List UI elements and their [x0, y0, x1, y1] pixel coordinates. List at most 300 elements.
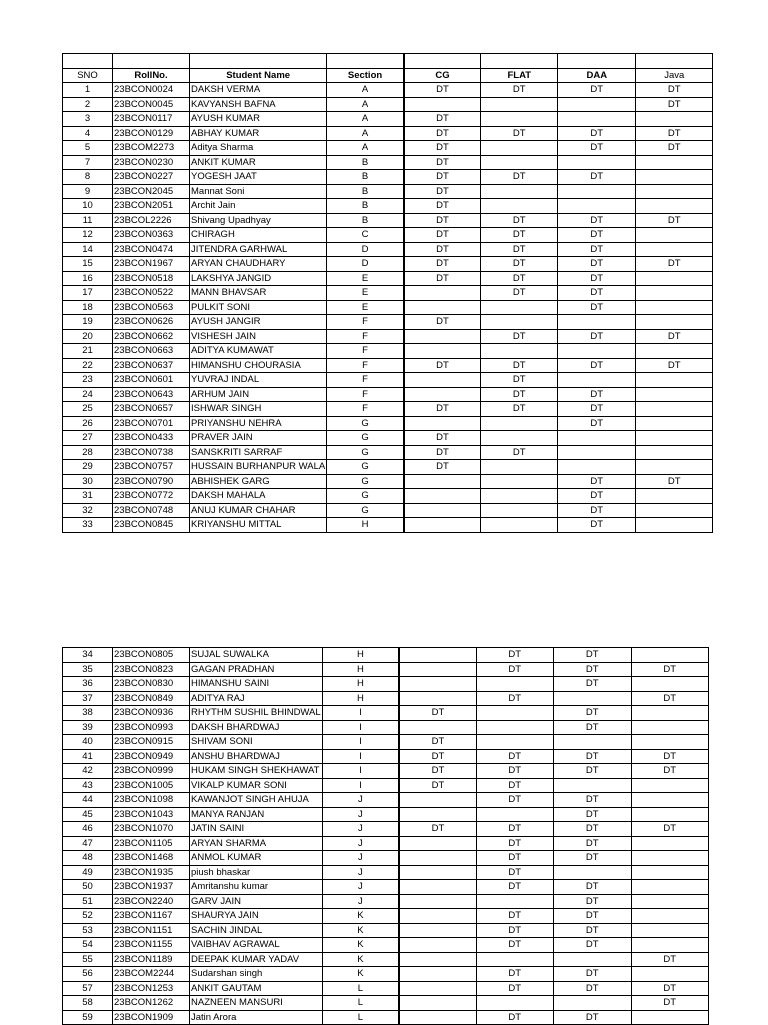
student-name-cell[interactable]: MANYA RANJAN — [190, 807, 323, 822]
java-cell[interactable]: DT — [631, 749, 708, 764]
sno-cell[interactable]: 25 — [63, 402, 113, 417]
rollno-cell[interactable]: 23BCON0849 — [113, 691, 190, 706]
sno-cell[interactable]: 59 — [63, 1010, 113, 1025]
rollno-cell[interactable]: 23BCON0563 — [113, 300, 190, 315]
daa-cell[interactable] — [558, 431, 636, 446]
java-cell[interactable] — [631, 865, 708, 880]
daa-cell[interactable]: DT — [553, 880, 631, 895]
java-cell[interactable] — [636, 503, 713, 518]
flat-cell[interactable]: DT — [476, 851, 553, 866]
rollno-cell[interactable]: 23BCON0643 — [113, 387, 190, 402]
cg-cell[interactable]: DT — [399, 706, 476, 721]
section-cell[interactable]: B — [327, 184, 404, 199]
cg-cell[interactable] — [399, 880, 476, 895]
student-name-cell[interactable]: ANSHU BHARDWAJ — [190, 749, 323, 764]
java-cell[interactable] — [636, 402, 713, 417]
daa-cell[interactable]: DT — [553, 909, 631, 924]
daa-cell[interactable]: DT — [553, 822, 631, 837]
daa-cell[interactable]: DT — [553, 720, 631, 735]
flat-cell[interactable] — [481, 315, 558, 330]
java-cell[interactable]: DT — [636, 358, 713, 373]
section-cell[interactable]: I — [322, 764, 399, 779]
sno-cell[interactable]: 50 — [63, 880, 113, 895]
rollno-cell[interactable]: 23BCON1167 — [113, 909, 190, 924]
student-name-cell[interactable]: ANMOL KUMAR — [190, 851, 323, 866]
daa-cell[interactable]: DT — [553, 807, 631, 822]
java-cell[interactable]: DT — [631, 822, 708, 837]
rollno-cell[interactable]: 23BCON1070 — [113, 822, 190, 837]
daa-cell[interactable] — [558, 373, 636, 388]
student-name-cell[interactable]: DAKSH VERMA — [190, 83, 327, 98]
blank-cell[interactable] — [481, 54, 558, 69]
daa-cell[interactable]: DT — [558, 387, 636, 402]
sno-cell[interactable]: 54 — [63, 938, 113, 953]
java-cell[interactable] — [636, 344, 713, 359]
daa-cell[interactable]: DT — [558, 242, 636, 257]
flat-cell[interactable]: DT — [481, 83, 558, 98]
flat-cell[interactable]: DT — [476, 836, 553, 851]
daa-cell[interactable] — [553, 691, 631, 706]
section-cell[interactable]: I — [322, 706, 399, 721]
java-cell[interactable] — [631, 938, 708, 953]
sno-cell[interactable]: 55 — [63, 952, 113, 967]
java-cell[interactable]: DT — [631, 952, 708, 967]
daa-cell[interactable]: DT — [553, 923, 631, 938]
flat-cell[interactable]: DT — [481, 402, 558, 417]
rollno-cell[interactable]: 23BCON0663 — [113, 344, 190, 359]
rollno-cell[interactable]: 23BCON0129 — [113, 126, 190, 141]
flat-cell[interactable]: DT — [476, 764, 553, 779]
sno-cell[interactable]: 49 — [63, 865, 113, 880]
cg-cell[interactable] — [404, 503, 481, 518]
daa-cell[interactable] — [553, 778, 631, 793]
sno-cell[interactable]: 42 — [63, 764, 113, 779]
java-cell[interactable] — [636, 373, 713, 388]
section-cell[interactable]: B — [327, 170, 404, 185]
cg-cell[interactable] — [404, 344, 481, 359]
flat-cell[interactable]: DT — [476, 778, 553, 793]
sno-cell[interactable]: 40 — [63, 735, 113, 750]
cg-cell[interactable] — [404, 97, 481, 112]
daa-cell[interactable] — [558, 97, 636, 112]
daa-cell[interactable] — [558, 315, 636, 330]
sno-cell[interactable]: 31 — [63, 489, 113, 504]
flat-cell[interactable] — [476, 894, 553, 909]
daa-cell[interactable]: DT — [558, 503, 636, 518]
flat-cell[interactable]: DT — [476, 865, 553, 880]
cg-cell[interactable]: DT — [404, 83, 481, 98]
daa-cell[interactable] — [558, 199, 636, 214]
daa-cell[interactable]: DT — [558, 170, 636, 185]
student-name-cell[interactable]: ABHISHEK GARG — [190, 474, 327, 489]
cg-cell[interactable]: DT — [404, 358, 481, 373]
section-cell[interactable]: J — [322, 793, 399, 808]
flat-cell[interactable] — [481, 344, 558, 359]
daa-cell[interactable]: DT — [553, 749, 631, 764]
cg-cell[interactable] — [399, 967, 476, 982]
sno-cell[interactable]: 1 — [63, 83, 113, 98]
cg-cell[interactable]: DT — [404, 155, 481, 170]
flat-cell[interactable] — [476, 807, 553, 822]
flat-cell[interactable]: DT — [481, 445, 558, 460]
student-name-cell[interactable]: HUKAM SINGH SHEKHAWAT — [190, 764, 323, 779]
rollno-cell[interactable]: 23BCON0701 — [113, 416, 190, 431]
student-name-cell[interactable]: Aditya Sharma — [190, 141, 327, 156]
cg-cell[interactable] — [399, 981, 476, 996]
rollno-cell[interactable]: 23BCOL2226 — [113, 213, 190, 228]
flat-cell[interactable]: DT — [481, 329, 558, 344]
section-cell[interactable]: H — [322, 662, 399, 677]
section-cell[interactable]: K — [322, 967, 399, 982]
rollno-cell[interactable]: 23BCON2051 — [113, 199, 190, 214]
java-cell[interactable] — [636, 271, 713, 286]
section-cell[interactable]: E — [327, 271, 404, 286]
flat-cell[interactable]: DT — [476, 923, 553, 938]
flat-cell[interactable]: DT — [481, 228, 558, 243]
flat-cell[interactable] — [481, 199, 558, 214]
daa-cell[interactable]: DT — [558, 257, 636, 272]
cg-cell[interactable] — [399, 720, 476, 735]
rollno-cell[interactable]: 23BCON0474 — [113, 242, 190, 257]
section-cell[interactable]: C — [327, 228, 404, 243]
daa-cell[interactable] — [553, 996, 631, 1011]
flat-cell[interactable]: DT — [476, 648, 553, 663]
student-name-cell[interactable]: ISHWAR SINGH — [190, 402, 327, 417]
student-name-cell[interactable]: Archit Jain — [190, 199, 327, 214]
flat-cell[interactable]: DT — [481, 373, 558, 388]
section-cell[interactable]: K — [322, 923, 399, 938]
header-java[interactable]: Java — [636, 68, 713, 83]
section-cell[interactable]: F — [327, 373, 404, 388]
section-cell[interactable]: L — [322, 981, 399, 996]
student-name-cell[interactable]: VISHESH JAIN — [190, 329, 327, 344]
student-name-cell[interactable]: ADITYA RAJ — [190, 691, 323, 706]
rollno-cell[interactable]: 23BCON0845 — [113, 518, 190, 533]
daa-cell[interactable]: DT — [553, 981, 631, 996]
flat-cell[interactable] — [481, 474, 558, 489]
java-cell[interactable] — [631, 1010, 708, 1025]
header-flat[interactable]: FLAT — [481, 68, 558, 83]
student-name-cell[interactable]: GARV JAIN — [190, 894, 323, 909]
flat-cell[interactable]: DT — [476, 1010, 553, 1025]
rollno-cell[interactable]: 23BCON0999 — [113, 764, 190, 779]
sno-cell[interactable]: 38 — [63, 706, 113, 721]
cg-cell[interactable]: DT — [404, 126, 481, 141]
header-section[interactable]: Section — [327, 68, 404, 83]
sno-cell[interactable]: 2 — [63, 97, 113, 112]
cg-cell[interactable] — [404, 300, 481, 315]
flat-cell[interactable]: DT — [476, 691, 553, 706]
cg-cell[interactable]: DT — [404, 141, 481, 156]
cg-cell[interactable]: DT — [399, 822, 476, 837]
java-cell[interactable] — [631, 807, 708, 822]
section-cell[interactable]: K — [322, 938, 399, 953]
sno-cell[interactable]: 10 — [63, 199, 113, 214]
cg-cell[interactable]: DT — [404, 184, 481, 199]
flat-cell[interactable]: DT — [476, 981, 553, 996]
sno-cell[interactable]: 23 — [63, 373, 113, 388]
java-cell[interactable] — [636, 170, 713, 185]
flat-cell[interactable]: DT — [481, 126, 558, 141]
student-name-cell[interactable]: JATIN SAINI — [190, 822, 323, 837]
section-cell[interactable]: F — [327, 387, 404, 402]
cg-cell[interactable] — [399, 952, 476, 967]
java-cell[interactable]: DT — [636, 474, 713, 489]
java-cell[interactable]: DT — [631, 691, 708, 706]
rollno-cell[interactable]: 23BCON0227 — [113, 170, 190, 185]
cg-cell[interactable] — [404, 286, 481, 301]
section-cell[interactable]: G — [327, 503, 404, 518]
sno-cell[interactable]: 56 — [63, 967, 113, 982]
java-cell[interactable] — [636, 286, 713, 301]
rollno-cell[interactable]: 23BCON1105 — [113, 836, 190, 851]
rollno-cell[interactable]: 23BCON1005 — [113, 778, 190, 793]
rollno-cell[interactable]: 23BCON0433 — [113, 431, 190, 446]
daa-cell[interactable]: DT — [553, 851, 631, 866]
flat-cell[interactable]: DT — [476, 909, 553, 924]
rollno-cell[interactable]: 23BCON1262 — [113, 996, 190, 1011]
section-cell[interactable]: H — [322, 648, 399, 663]
flat-cell[interactable]: DT — [476, 880, 553, 895]
java-cell[interactable]: DT — [636, 257, 713, 272]
student-name-cell[interactable]: HIMANSHU SAINI — [190, 677, 323, 692]
flat-cell[interactable] — [476, 735, 553, 750]
daa-cell[interactable]: DT — [558, 402, 636, 417]
flat-cell[interactable] — [476, 677, 553, 692]
cg-cell[interactable] — [404, 416, 481, 431]
section-cell[interactable]: A — [327, 141, 404, 156]
student-name-cell[interactable]: KRIYANSHU MITTAL — [190, 518, 327, 533]
student-name-cell[interactable]: KAWANJOT SINGH AHUJA — [190, 793, 323, 808]
java-cell[interactable] — [636, 416, 713, 431]
java-cell[interactable]: DT — [636, 141, 713, 156]
cg-cell[interactable] — [399, 836, 476, 851]
sno-cell[interactable]: 58 — [63, 996, 113, 1011]
java-cell[interactable] — [631, 677, 708, 692]
student-name-cell[interactable]: SHIVAM SONI — [190, 735, 323, 750]
section-cell[interactable]: K — [322, 952, 399, 967]
student-name-cell[interactable]: ARHUM JAIN — [190, 387, 327, 402]
student-name-cell[interactable]: Jatin Arora — [190, 1010, 323, 1025]
flat-cell[interactable] — [481, 416, 558, 431]
sno-cell[interactable]: 20 — [63, 329, 113, 344]
flat-cell[interactable] — [476, 952, 553, 967]
section-cell[interactable]: F — [327, 329, 404, 344]
java-cell[interactable] — [636, 315, 713, 330]
daa-cell[interactable]: DT — [558, 228, 636, 243]
daa-cell[interactable] — [558, 445, 636, 460]
daa-cell[interactable] — [558, 155, 636, 170]
daa-cell[interactable]: DT — [553, 706, 631, 721]
java-cell[interactable] — [636, 228, 713, 243]
cg-cell[interactable] — [404, 373, 481, 388]
rollno-cell[interactable]: 23BCON0518 — [113, 271, 190, 286]
sno-cell[interactable]: 44 — [63, 793, 113, 808]
sno-cell[interactable]: 21 — [63, 344, 113, 359]
java-cell[interactable]: DT — [636, 329, 713, 344]
sno-cell[interactable]: 30 — [63, 474, 113, 489]
cg-cell[interactable]: DT — [399, 749, 476, 764]
java-cell[interactable] — [631, 735, 708, 750]
flat-cell[interactable]: DT — [481, 286, 558, 301]
section-cell[interactable]: I — [322, 735, 399, 750]
rollno-cell[interactable]: 23BCON1189 — [113, 952, 190, 967]
cg-cell[interactable] — [399, 793, 476, 808]
sno-cell[interactable]: 35 — [63, 662, 113, 677]
header-cg[interactable]: CG — [404, 68, 481, 83]
student-name-cell[interactable]: ARYAN CHAUDHARY — [190, 257, 327, 272]
student-name-cell[interactable]: PULKIT SONI — [190, 300, 327, 315]
daa-cell[interactable]: DT — [553, 836, 631, 851]
section-cell[interactable]: I — [322, 720, 399, 735]
sno-cell[interactable]: 36 — [63, 677, 113, 692]
flat-cell[interactable]: DT — [481, 387, 558, 402]
cg-cell[interactable] — [404, 518, 481, 533]
sno-cell[interactable]: 43 — [63, 778, 113, 793]
section-cell[interactable]: H — [322, 691, 399, 706]
cg-cell[interactable] — [399, 851, 476, 866]
daa-cell[interactable]: DT — [553, 1010, 631, 1025]
cg-cell[interactable] — [404, 474, 481, 489]
flat-cell[interactable]: DT — [476, 822, 553, 837]
java-cell[interactable] — [631, 648, 708, 663]
rollno-cell[interactable]: 23BCON1043 — [113, 807, 190, 822]
java-cell[interactable] — [631, 793, 708, 808]
section-cell[interactable]: I — [322, 778, 399, 793]
sno-cell[interactable]: 34 — [63, 648, 113, 663]
java-cell[interactable] — [636, 387, 713, 402]
section-cell[interactable]: F — [327, 315, 404, 330]
student-name-cell[interactable]: SACHIN JINDAL — [190, 923, 323, 938]
sno-cell[interactable]: 16 — [63, 271, 113, 286]
rollno-cell[interactable]: 23BCON0045 — [113, 97, 190, 112]
section-cell[interactable]: A — [327, 97, 404, 112]
cg-cell[interactable]: DT — [404, 199, 481, 214]
section-cell[interactable]: H — [327, 518, 404, 533]
daa-cell[interactable] — [558, 184, 636, 199]
cg-cell[interactable]: DT — [399, 735, 476, 750]
student-name-cell[interactable]: SANSKRITI SARRAF — [190, 445, 327, 460]
header-rollno[interactable]: RollNo. — [113, 68, 190, 83]
java-cell[interactable]: DT — [631, 996, 708, 1011]
java-cell[interactable] — [631, 880, 708, 895]
section-cell[interactable]: L — [322, 996, 399, 1011]
cg-cell[interactable]: DT — [404, 460, 481, 475]
cg-cell[interactable] — [399, 677, 476, 692]
sno-cell[interactable]: 7 — [63, 155, 113, 170]
blank-cell[interactable] — [190, 54, 327, 69]
rollno-cell[interactable]: 23BCON0626 — [113, 315, 190, 330]
section-cell[interactable]: F — [327, 344, 404, 359]
flat-cell[interactable]: DT — [476, 793, 553, 808]
student-name-cell[interactable]: ANKIT KUMAR — [190, 155, 327, 170]
java-cell[interactable]: DT — [631, 662, 708, 677]
rollno-cell[interactable]: 23BCON0805 — [113, 648, 190, 663]
sno-cell[interactable]: 12 — [63, 228, 113, 243]
java-cell[interactable] — [631, 706, 708, 721]
daa-cell[interactable] — [553, 735, 631, 750]
daa-cell[interactable]: DT — [558, 286, 636, 301]
student-name-cell[interactable]: DEEPAK KUMAR YADAV — [190, 952, 323, 967]
blank-cell[interactable] — [404, 54, 481, 69]
java-cell[interactable] — [631, 894, 708, 909]
sno-cell[interactable]: 5 — [63, 141, 113, 156]
section-cell[interactable]: J — [322, 822, 399, 837]
student-name-cell[interactable]: PRAVER JAIN — [190, 431, 327, 446]
section-cell[interactable]: B — [327, 213, 404, 228]
cg-cell[interactable] — [404, 329, 481, 344]
flat-cell[interactable] — [481, 141, 558, 156]
blank-cell[interactable] — [113, 54, 190, 69]
daa-cell[interactable]: DT — [558, 474, 636, 489]
cg-cell[interactable] — [404, 387, 481, 402]
java-cell[interactable] — [636, 460, 713, 475]
section-cell[interactable]: G — [327, 416, 404, 431]
java-cell[interactable] — [636, 242, 713, 257]
section-cell[interactable]: J — [322, 865, 399, 880]
flat-cell[interactable] — [481, 489, 558, 504]
java-cell[interactable] — [631, 967, 708, 982]
daa-cell[interactable]: DT — [553, 938, 631, 953]
student-name-cell[interactable]: Mannat Soni — [190, 184, 327, 199]
rollno-cell[interactable]: 23BCON0363 — [113, 228, 190, 243]
java-cell[interactable] — [631, 923, 708, 938]
rollno-cell[interactable]: 23BCON2045 — [113, 184, 190, 199]
flat-cell[interactable] — [481, 460, 558, 475]
flat-cell[interactable]: DT — [476, 938, 553, 953]
daa-cell[interactable]: DT — [553, 894, 631, 909]
sno-cell[interactable]: 39 — [63, 720, 113, 735]
rollno-cell[interactable]: 23BCON0738 — [113, 445, 190, 460]
sno-cell[interactable]: 15 — [63, 257, 113, 272]
rollno-cell[interactable]: 23BCON1253 — [113, 981, 190, 996]
daa-cell[interactable]: DT — [553, 648, 631, 663]
cg-cell[interactable] — [399, 996, 476, 1011]
java-cell[interactable]: DT — [636, 213, 713, 228]
student-name-cell[interactable]: NAZNEEN MANSURI — [190, 996, 323, 1011]
sno-cell[interactable]: 26 — [63, 416, 113, 431]
section-cell[interactable]: H — [322, 677, 399, 692]
cg-cell[interactable] — [399, 865, 476, 880]
cg-cell[interactable]: DT — [404, 445, 481, 460]
rollno-cell[interactable]: 23BCON1909 — [113, 1010, 190, 1025]
student-name-cell[interactable]: ARYAN SHARMA — [190, 836, 323, 851]
sno-cell[interactable]: 22 — [63, 358, 113, 373]
section-cell[interactable]: J — [322, 851, 399, 866]
sno-cell[interactable]: 45 — [63, 807, 113, 822]
java-cell[interactable]: DT — [636, 83, 713, 98]
section-cell[interactable]: F — [327, 402, 404, 417]
java-cell[interactable] — [636, 518, 713, 533]
rollno-cell[interactable]: 23BCON1155 — [113, 938, 190, 953]
daa-cell[interactable]: DT — [558, 489, 636, 504]
flat-cell[interactable]: DT — [476, 749, 553, 764]
java-cell[interactable] — [636, 431, 713, 446]
java-cell[interactable] — [636, 300, 713, 315]
rollno-cell[interactable]: 23BCOM2273 — [113, 141, 190, 156]
student-name-cell[interactable]: JITENDRA GARHWAL — [190, 242, 327, 257]
section-cell[interactable]: J — [322, 807, 399, 822]
student-name-cell[interactable]: AYUSH KUMAR — [190, 112, 327, 127]
cg-cell[interactable]: DT — [404, 228, 481, 243]
section-cell[interactable]: E — [327, 286, 404, 301]
daa-cell[interactable]: DT — [558, 83, 636, 98]
sno-cell[interactable]: 51 — [63, 894, 113, 909]
blank-cell[interactable] — [327, 54, 404, 69]
section-cell[interactable]: G — [327, 445, 404, 460]
cg-cell[interactable] — [399, 894, 476, 909]
sno-cell[interactable]: 19 — [63, 315, 113, 330]
